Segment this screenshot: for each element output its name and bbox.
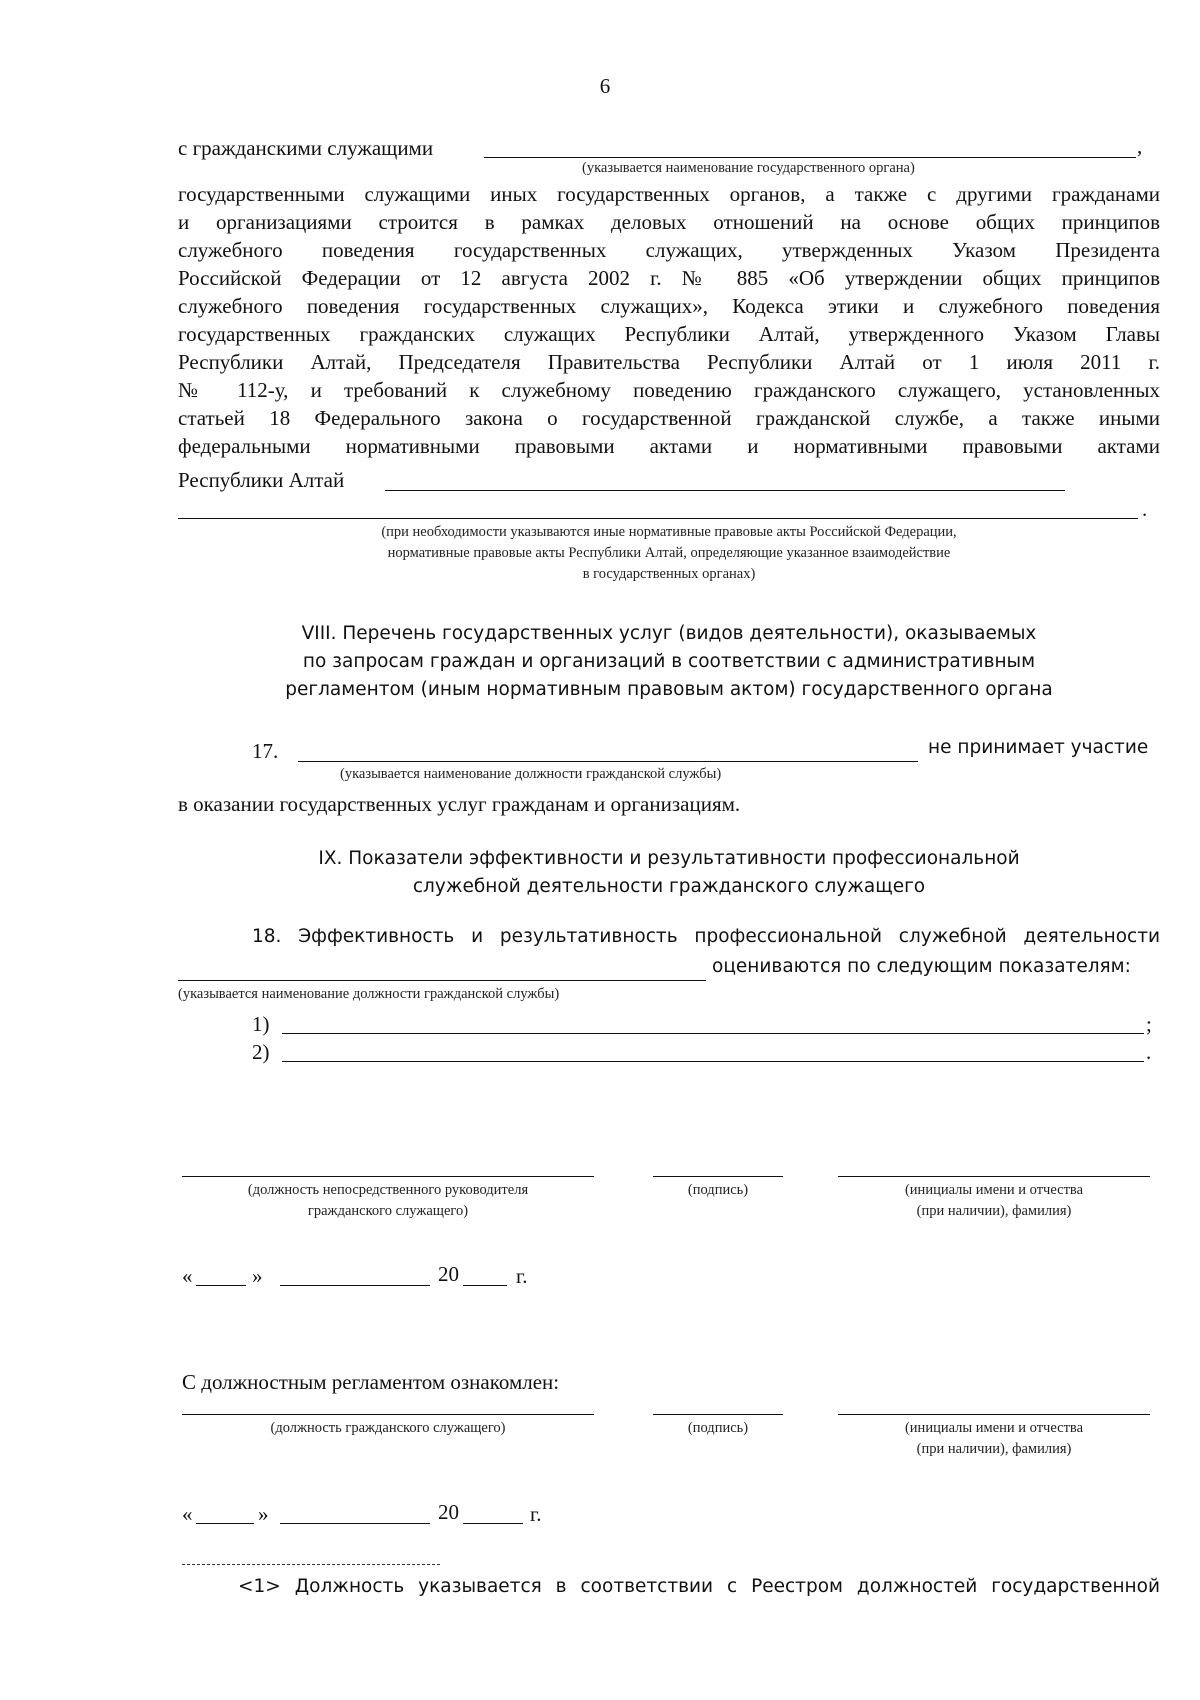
signature1-sign-note: (подпись) [687,1182,749,1198]
blank-line-position-17 [298,761,918,762]
item17-tail: не принимает участие [928,737,1149,758]
date1-close: » [252,1264,263,1288]
acquaint-name-line [838,1414,1150,1415]
indicator-1-number: 1) [252,1012,270,1036]
paragraph-line: государственных гражданских служащих Республики Алтай, утвержденного Указом Главы [178,322,1160,346]
organ-name-note: (указывается наименование государственного органа) [582,160,915,176]
acquaint-sign-line [653,1414,783,1415]
date1-open: « [182,1264,193,1288]
date2-close: » [258,1502,269,1526]
signature1-name-note [838,1180,1150,1222]
note-line: (инициалы имени и отчества [904,1420,1084,1436]
item17-line2: в оказании государственных услуг гражданам и организациям. [178,792,741,816]
paragraph-line: Российской Федерации от 12 августа 2002 г. № 885 «Об утверждении общих принципов [178,266,1160,290]
blank-line-position-18 [178,980,706,981]
section9-title-line: служебной деятельности гражданского служащего [412,876,926,897]
paragraph-line: № 112-у, и требований к служебному поведению гражданского служащего, установленных [178,378,1160,402]
indicator-1-end: ; [1146,1012,1152,1036]
blank-line-acts-1 [385,490,1065,491]
section9-title-line: IX. Показатели эффективности и результативности профессиональной [318,848,1020,869]
section8-title [178,620,1160,704]
block1-lead-end: , [1137,134,1143,158]
section8-title-line: VIII. Перечень государственных услуг (видов деятельности), оказываемых [301,623,1037,644]
position-note-17: (указывается наименование должности гражданской службы) [340,766,722,782]
date2-year-prefix: 20 [438,1500,459,1524]
acts-note [178,522,1160,585]
note-line: (при наличии), фамилия) [916,1203,1072,1219]
paragraph-line: служебного поведения государственных служащих», Кодекса этики и служебного поведения [178,294,1160,318]
block1-paragraph [178,180,1160,460]
signature1-position-line [182,1176,594,1177]
paragraph-line: Республики Алтай, Председателя Правительства Республики Алтай от 1 июля 2011 г. [178,350,1160,374]
acquaint-position-note: (должность гражданского служащего) [270,1420,506,1436]
acts-note-line: нормативные правовые акты Республики Алтай, определяющие указанное взаимодействие [387,545,951,561]
date2-open: « [182,1502,193,1526]
date2-year-line [463,1523,523,1524]
signature1-sign-line [653,1176,783,1177]
signature1-position-note [182,1180,594,1222]
block1-lead: с гражданскими служащими [178,136,434,160]
date1-month-line [280,1285,430,1286]
section8-title-line: по запросам граждан и организаций в соответствии с административным [302,651,1036,672]
note-line: (инициалы имени и отчества [904,1182,1084,1198]
blank-line-acts-2 [178,518,1138,519]
note-line: (при наличии), фамилия) [916,1441,1072,1457]
date2-year-suffix: г. [530,1502,542,1526]
indicator-2-line [282,1061,1144,1062]
date1-year-suffix: г. [516,1264,528,1288]
date1-year-prefix: 20 [438,1262,459,1286]
acquaint-sign-note: (подпись) [687,1420,749,1436]
block1-end-mark: . [1142,497,1148,521]
paragraph-line: служебного поведения государственных служащих, утвержденных Указом Президента [178,238,1160,262]
indicator-2-end: . [1146,1040,1152,1064]
acquaint-label: С должностным регламентом ознакомлен: [182,1370,560,1394]
acquaint-position-line [182,1414,594,1415]
block1-last-line: Республики Алтай [178,468,345,492]
acquaint-name-note [838,1418,1150,1460]
indicator-1-line [282,1033,1144,1034]
indicator-2-number: 2) [252,1040,270,1064]
paragraph-line: федеральными нормативными правовыми актами и нормативными правовыми актами [178,434,1160,458]
paragraph-line: и организациями строится в рамках деловых отношений на основе общих принципов [178,210,1160,234]
paragraph-line: государственными служащими иных государственных органов, а также с другими гражданами [178,182,1160,206]
position-note-18: (указывается наименование должности гражданской службы) [178,986,560,1002]
acts-note-line: в государственных органах) [582,566,756,582]
item18-line1: 18. Эффективность и результативность профессиональной служебной деятельности [252,926,1160,947]
paragraph-line: статьей 18 Федерального закона о государственной гражданской службе, а также иными [178,406,1160,430]
date1-year-line [463,1285,507,1286]
footnote-text: <1> Должность указывается в соответствии с Реестром должностей государственной [238,1576,1160,1597]
date1-day-line [196,1285,246,1286]
section9-title [178,845,1160,901]
item17-number: 17. [252,739,279,763]
section8-title-line: регламентом (иным нормативным правовым актом) государственного органа [285,679,1053,700]
page-number: 6 [599,74,611,98]
acts-note-line: (при необходимости указываются иные нормативные правовые акты Российской Федерации, [381,524,957,540]
footnote-separator [182,1564,440,1565]
date2-month-line [280,1523,430,1524]
note-line: (должность непосредственного руководителя [247,1182,529,1198]
date2-day-line [196,1523,254,1524]
signature1-name-line [838,1176,1150,1177]
item18-line2: оцениваются по следующим показателям: [712,956,1131,977]
note-line: гражданского служащего) [307,1203,469,1219]
